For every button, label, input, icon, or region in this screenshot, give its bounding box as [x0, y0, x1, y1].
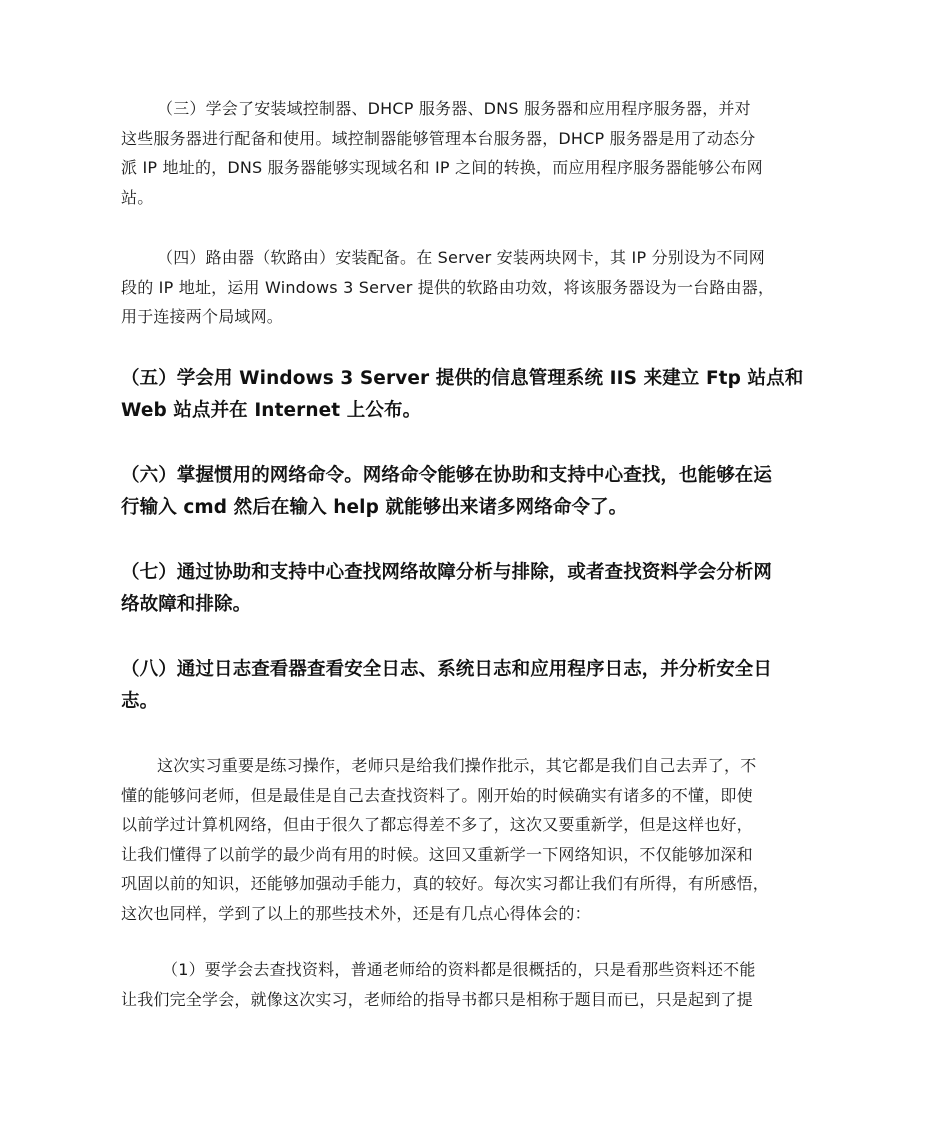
paragraph-six: [121, 460, 841, 524]
paragraph-seven: [121, 557, 841, 621]
paragraph-line: 这些服务器进行配备和使用。域控制器能够管理本台服务器，DHCP 服务器是用了动态分: [121, 128, 756, 148]
paragraph-line: 巩固以前的知识，还能够加强动手能力，真的较好。每次实习都让我们有所得，有所感悟，: [121, 874, 770, 893]
paragraph-line: Web 站点并在 Internet 上公布。: [121, 400, 422, 421]
paragraph-line: 站。: [121, 187, 154, 207]
point-one-paragraph: [121, 955, 841, 1014]
paragraph-line: （六）掌握惯用的网络命令。网络命令能够在协助和支持中心查找，也能够在运: [121, 465, 773, 486]
paragraph-line: 懂的能够问老师，但是最佳是自己去查找资料了。刚开始的时候确实有诸多的不懂，即使: [121, 785, 753, 805]
summary-paragraph: [121, 751, 841, 928]
paragraph-four: [121, 243, 841, 332]
paragraph-line: 行输入 cmd 然后在输入 help 就能够出来诸多网络命令了。: [121, 497, 628, 518]
paragraph-line: 让我们懂得了以前学的最少尚有用的时候。这回又重新学一下网络知识，不仅能够加深和: [121, 844, 753, 864]
paragraph-line: 段的 IP 地址，运用 Windows 3 Server 提供的软路由功效，将该服务器设为一台路由器，: [121, 277, 775, 297]
paragraph-eight: [121, 654, 841, 718]
paragraph-line: （四）路由器（软路由）安装配备。在 Server 安装两块网卡，其 IP 分别设为不同网: [157, 248, 765, 267]
paragraph-line: （五）学会用 Windows 3 Server 提供的信息管理系统 IIS 来建立 Ftp 站点和: [121, 368, 804, 389]
paragraph-line: 志。: [121, 691, 159, 712]
paragraph-line: （七）通过协助和支持中心查找网络故障分析与排除，或者查找资料学会分析网: [121, 562, 773, 583]
paragraph-line: （1）要学会去查找资料，普通老师给的资料都是很概括的，只是看那些资料还不能: [162, 960, 756, 979]
paragraph-three: [121, 94, 841, 212]
paragraph-line: （八）通过日志查看器查看安全日志、系统日志和应用程序日志，并分析安全日: [121, 659, 773, 680]
paragraph-line: 派 IP 地址的，DNS 服务器能够实现域名和 IP 之间的转换，而应用程序服务器能够公布网: [121, 158, 763, 177]
paragraph-line: 用于连接两个局域网。: [121, 307, 284, 326]
paragraph-five: [121, 363, 841, 427]
paragraph-line: 以前学过计算机网络，但由于很久了都忘得差不多了，这次又要重新学，但是这样也好，: [121, 815, 753, 834]
paragraph-line: 这次也同样，学到了以上的那些技术外，还是有几点心得体会的：: [121, 903, 591, 923]
paragraph-line: 络故障和排除。: [121, 594, 252, 615]
paragraph-line: 这次实习重要是练习操作，老师只是给我们操作批示，其它都是我们自己去弄了，不: [157, 756, 757, 775]
paragraph-line: （三）学会了安装域控制器、DHCP 服务器、DNS 服务器和应用程序服务器，并对: [157, 99, 751, 118]
paragraph-line: 让我们完全学会，就像这次实习，老师给的指导书都只是相称于题目而已，只是起到了提: [121, 989, 753, 1009]
